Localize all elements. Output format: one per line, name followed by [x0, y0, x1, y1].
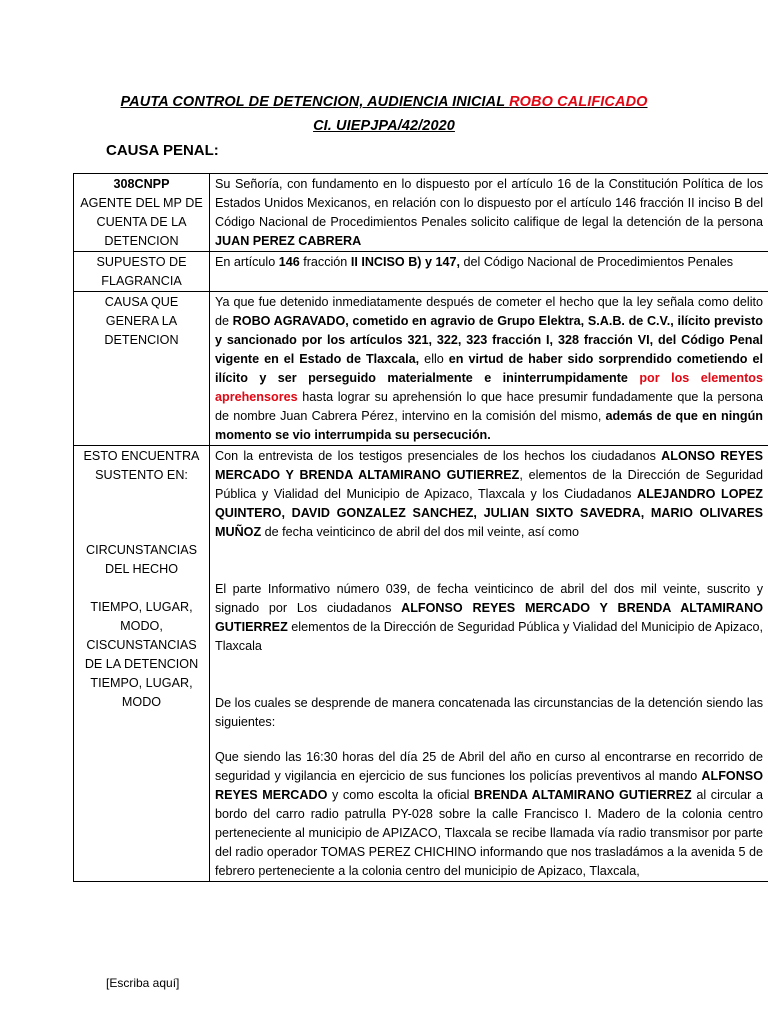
row-label: SUPUESTO DE FLAGRANCIA: [74, 252, 210, 292]
paragraph: [215, 447, 763, 542]
text-run: El parte Informativo número 039, de fecha veinticinco de abril del dos mil veinte, suscrito y signado por Los ciudadanos: [215, 582, 763, 615]
text-run: fracción: [299, 255, 351, 269]
row-content: [210, 252, 768, 292]
article-ref: 308CNPP: [113, 177, 170, 191]
text-run: Con la entrevista de los testigos presenciales de los hechos los ciudadanos: [215, 449, 662, 463]
text-run: Ya que fue detenido inmediatamente después de cometer el hecho que la ley señala como delito de: [215, 295, 763, 328]
row-content: [210, 174, 768, 252]
label-text: CIRCUNSTANCIAS DEL HECHO: [85, 543, 198, 576]
text-run: ello: [419, 352, 449, 366]
bold-run: ALEJANDRO LOPEZ QUINTERO, DAVID GONZALEZ SANCHEZ, JULIAN SIXTO SAVEDRA, MARIO OLIVARES MUÑOZ: [215, 487, 763, 539]
table-row: [74, 292, 768, 446]
bold-run: ALFONSO REYES MERCADO Y BRENDA ALTAMIRANO GUTIERREZ: [215, 601, 763, 634]
paragraph: De los cuales se desprende de manera concatenada las circunstancias de la detención siendo las siguientes:: [215, 696, 763, 729]
bold-run: en virtud de haber sido sorprendido cometiendo el ilícito y ser perseguido materialmente e ininterrumpidamente: [215, 352, 763, 385]
text-run: Que siendo las 16:30 horas del día 25 de Abril del año en curso al encontrarse en recorrido de seguridad y vigilancia en ejercicio de sus funciones los policías preventivos al mando: [215, 750, 763, 783]
paragraph: [215, 748, 763, 881]
text-run: elementos de la Dirección de Seguridad Pública y Vialidad del Municipio de Apizaco, Tlaxcala: [215, 620, 763, 653]
label-text: ESTO ENCUENTRA SUSTENTO EN:: [83, 449, 200, 482]
table-row: [74, 174, 768, 252]
footer-placeholder[interactable]: [Escriba aquí]: [106, 976, 180, 990]
row-label: [74, 174, 210, 252]
detention-table: [73, 173, 768, 882]
bold-run: además de que en ningún momento se vio interrumpida su persecución.: [215, 409, 763, 442]
table-row: [74, 446, 768, 882]
paragraph: [215, 580, 763, 656]
text-run: Su Señoría, con fundamento en lo dispuesto por el artículo 16 de la Constitución Política de los Estados Unidos Mexicanos, en relación con lo dispuesto por el artículo 146 fracción II inciso B del Código Nacional de Procedimientos Penales solicito califique de legal la detención de la persona: [215, 177, 763, 229]
red-run: por los elementos aprehensores: [215, 371, 763, 404]
text-run: al circular a bordo del carro radio patrulla PY-028 sobre la calle Francisco I. Madero de la colonia centro perteneciente al municipio de APIZACO, Tlaxcala se recibe llamada vía radio transmisor por parte del radio operador TOMAS PEREZ CHICHINO informando que nos trasladámos a la avenida 5 de febrero perteneciente a la colonia centro del municipio de Apizaco, Tlaxcala,: [215, 788, 763, 878]
row-content: [210, 292, 768, 446]
causa-penal-label: CAUSA PENAL:: [106, 142, 219, 159]
label-text: TIEMPO, LUGAR, MODO, CISCUNSTANCIAS DE LA DETENCION TIEMPO, LUGAR, MODO: [84, 600, 199, 709]
detainee-name: JUAN PEREZ CABRERA: [215, 234, 362, 248]
row-label: [74, 446, 210, 882]
document-title: [0, 94, 768, 110]
row-label: CAUSA QUE GENERA LA DETENCION: [74, 292, 210, 446]
bold-run: BRENDA ALTAMIRANO GUTIERREZ: [474, 788, 692, 802]
table-row: [74, 252, 768, 292]
text-run: del Código Nacional de Procedimientos Penales: [460, 255, 734, 269]
bold-run: 146: [278, 255, 300, 269]
title-crime-red: ROBO CALIFICADO: [509, 94, 648, 110]
text-run: y como escolta la oficial: [327, 788, 475, 802]
title-text: PAUTA CONTROL DE DETENCION, AUDIENCIA INICIAL: [120, 94, 510, 110]
text-run: de fecha veinticinco de abril del dos mil veinte, así como: [261, 525, 579, 539]
label-text: AGENTE DEL MP DE CUENTA DE LA DETENCION: [80, 196, 203, 248]
bold-run: ALONSO REYES MERCADO Y BRENDA ALTAMIRANO GUTIERREZ: [215, 449, 763, 482]
bold-run: ALFONSO REYES MERCADO: [215, 769, 763, 802]
text-run: En artículo: [215, 255, 279, 269]
case-id: CI. UIEPJPA/42/2020: [313, 118, 455, 134]
text-run: hasta lograr su aprehensión lo que hace presumir fundadamente que la persona de nombre Juan Cabrera Pérez, intervino en la comisión del mismo,: [215, 390, 763, 423]
bold-run: II INCISO B) y 147,: [350, 255, 461, 269]
text-run: , elementos de la Dirección de Seguridad Pública y Vialidad del Municipio de Apizaco, Tlaxcala y los Ciudadanos: [215, 468, 763, 501]
row-content: [210, 446, 768, 882]
bold-run: ROBO AGRAVADO, cometido en agravio de Grupo Elektra, S.A.B. de C.V., ilícito previsto y sancionado por los artículos 321, 322, 323 fracción I, 328 fracción VI, del Código Penal vigente en el Estado de Tlaxcala,: [215, 314, 763, 366]
